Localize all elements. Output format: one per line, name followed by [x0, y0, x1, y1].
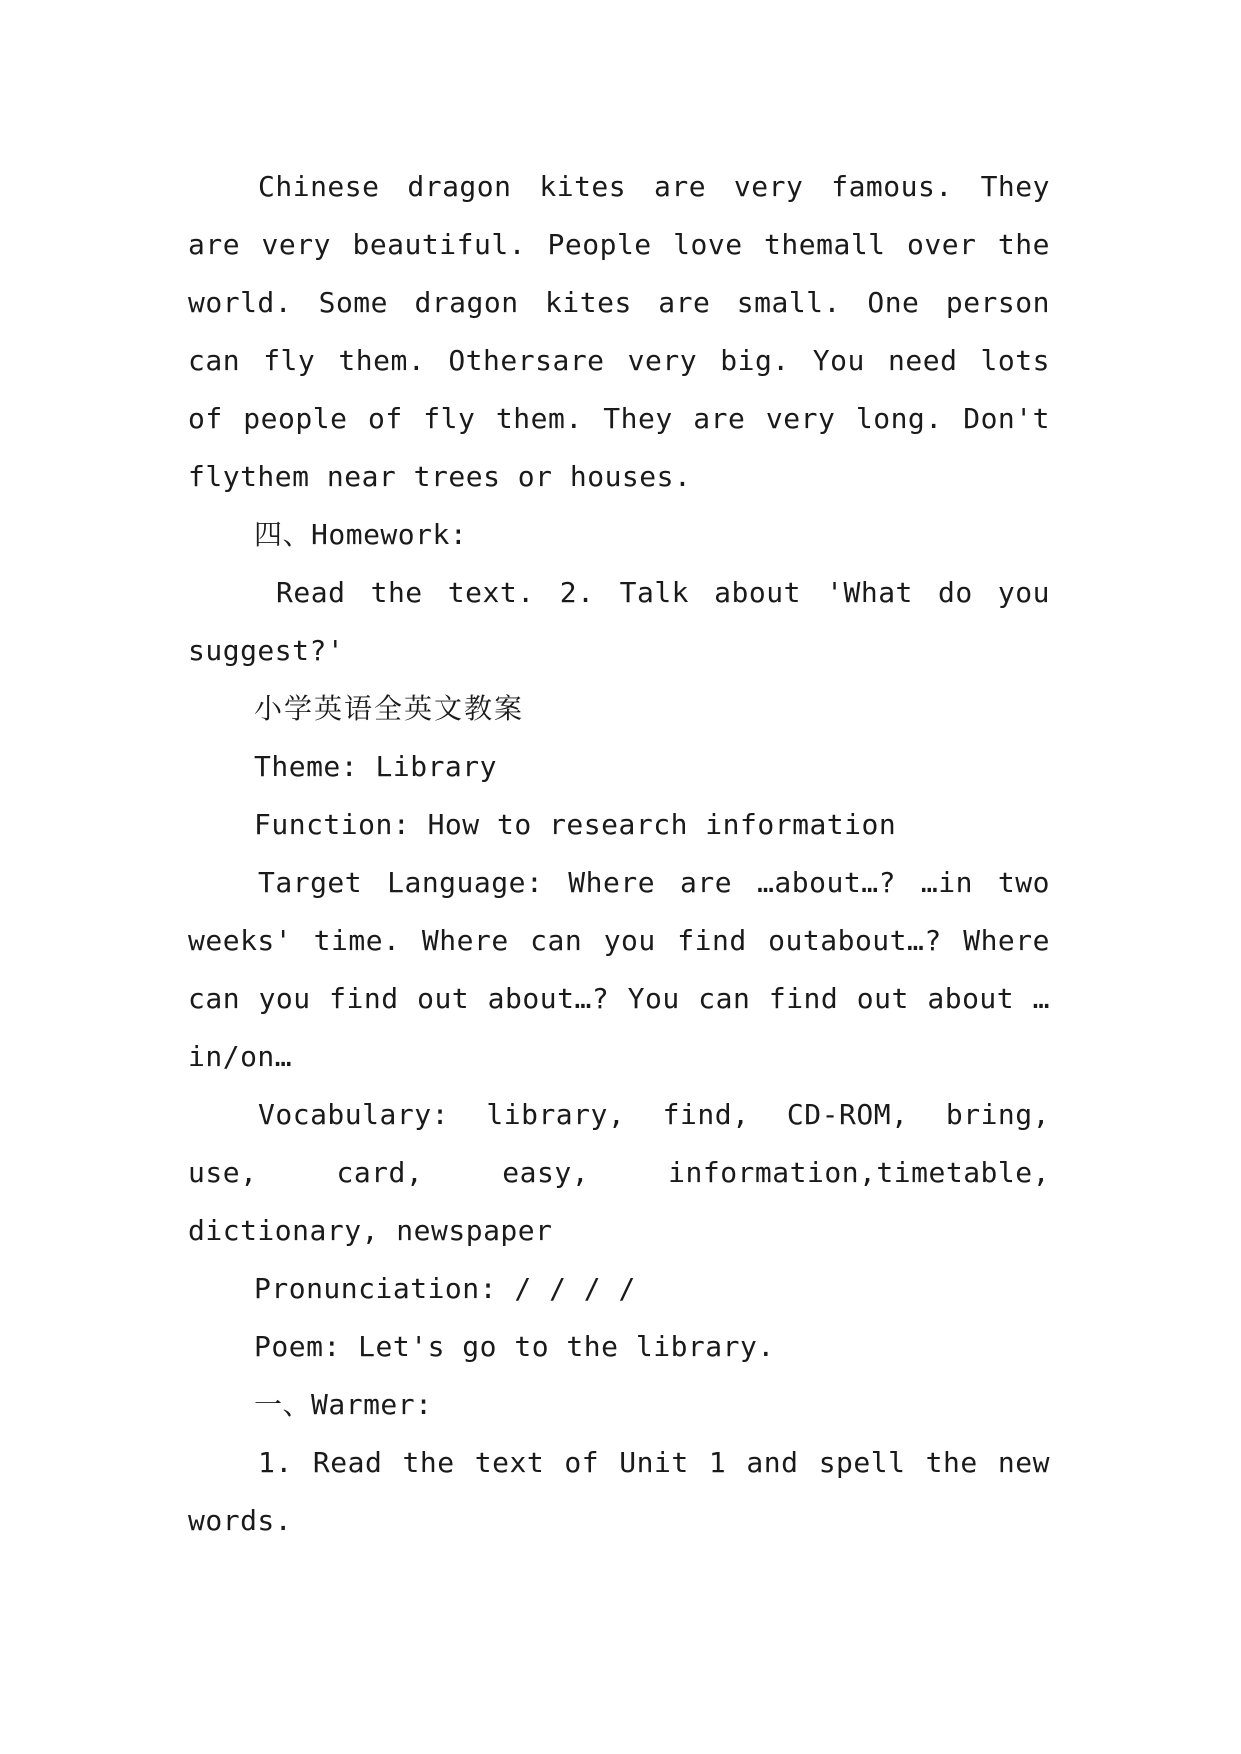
paragraph-homework-tasks: Read the text. 2. Talk about 'What do you suggest?' — [188, 576, 1050, 667]
paragraph-target-language: Target Language: Where are …about…? …in two weeks' time. Where can you find outabout…? Where can you find out about…? You can find out about …in/on… — [188, 866, 1050, 1073]
line-theme: Theme: Library — [254, 750, 498, 783]
line-poem: Poem: Let's go to the library. — [254, 1330, 775, 1363]
heading-lesson-plan-title: 小学英语全英文教案 — [254, 692, 525, 725]
document-body — [188, 158, 1050, 1550]
paragraph-warmer-step-1: 1. Read the text of Unit 1 and spell the new words. — [188, 1446, 1050, 1537]
line-function: Function: How to research information — [254, 808, 897, 841]
heading-warmer: 一、Warmer: — [254, 1388, 433, 1421]
paragraph-vocabulary: Vocabulary: library, find, CD-ROM, bring, use, card, easy, information,timetable, dictionary, newspaper — [188, 1098, 1050, 1247]
line-pronunciation: Pronunciation: / / / / — [254, 1272, 636, 1305]
paragraph-dragon-kites: Chinese dragon kites are very famous. They are very beautiful. People love themall over the world. Some dragon kites are small. One person can fly them. Othersare very big. You need lots of people of fly them. They are very long. Don't flythem near trees or houses. — [188, 170, 1050, 493]
heading-homework: 四、Homework: — [254, 518, 468, 551]
